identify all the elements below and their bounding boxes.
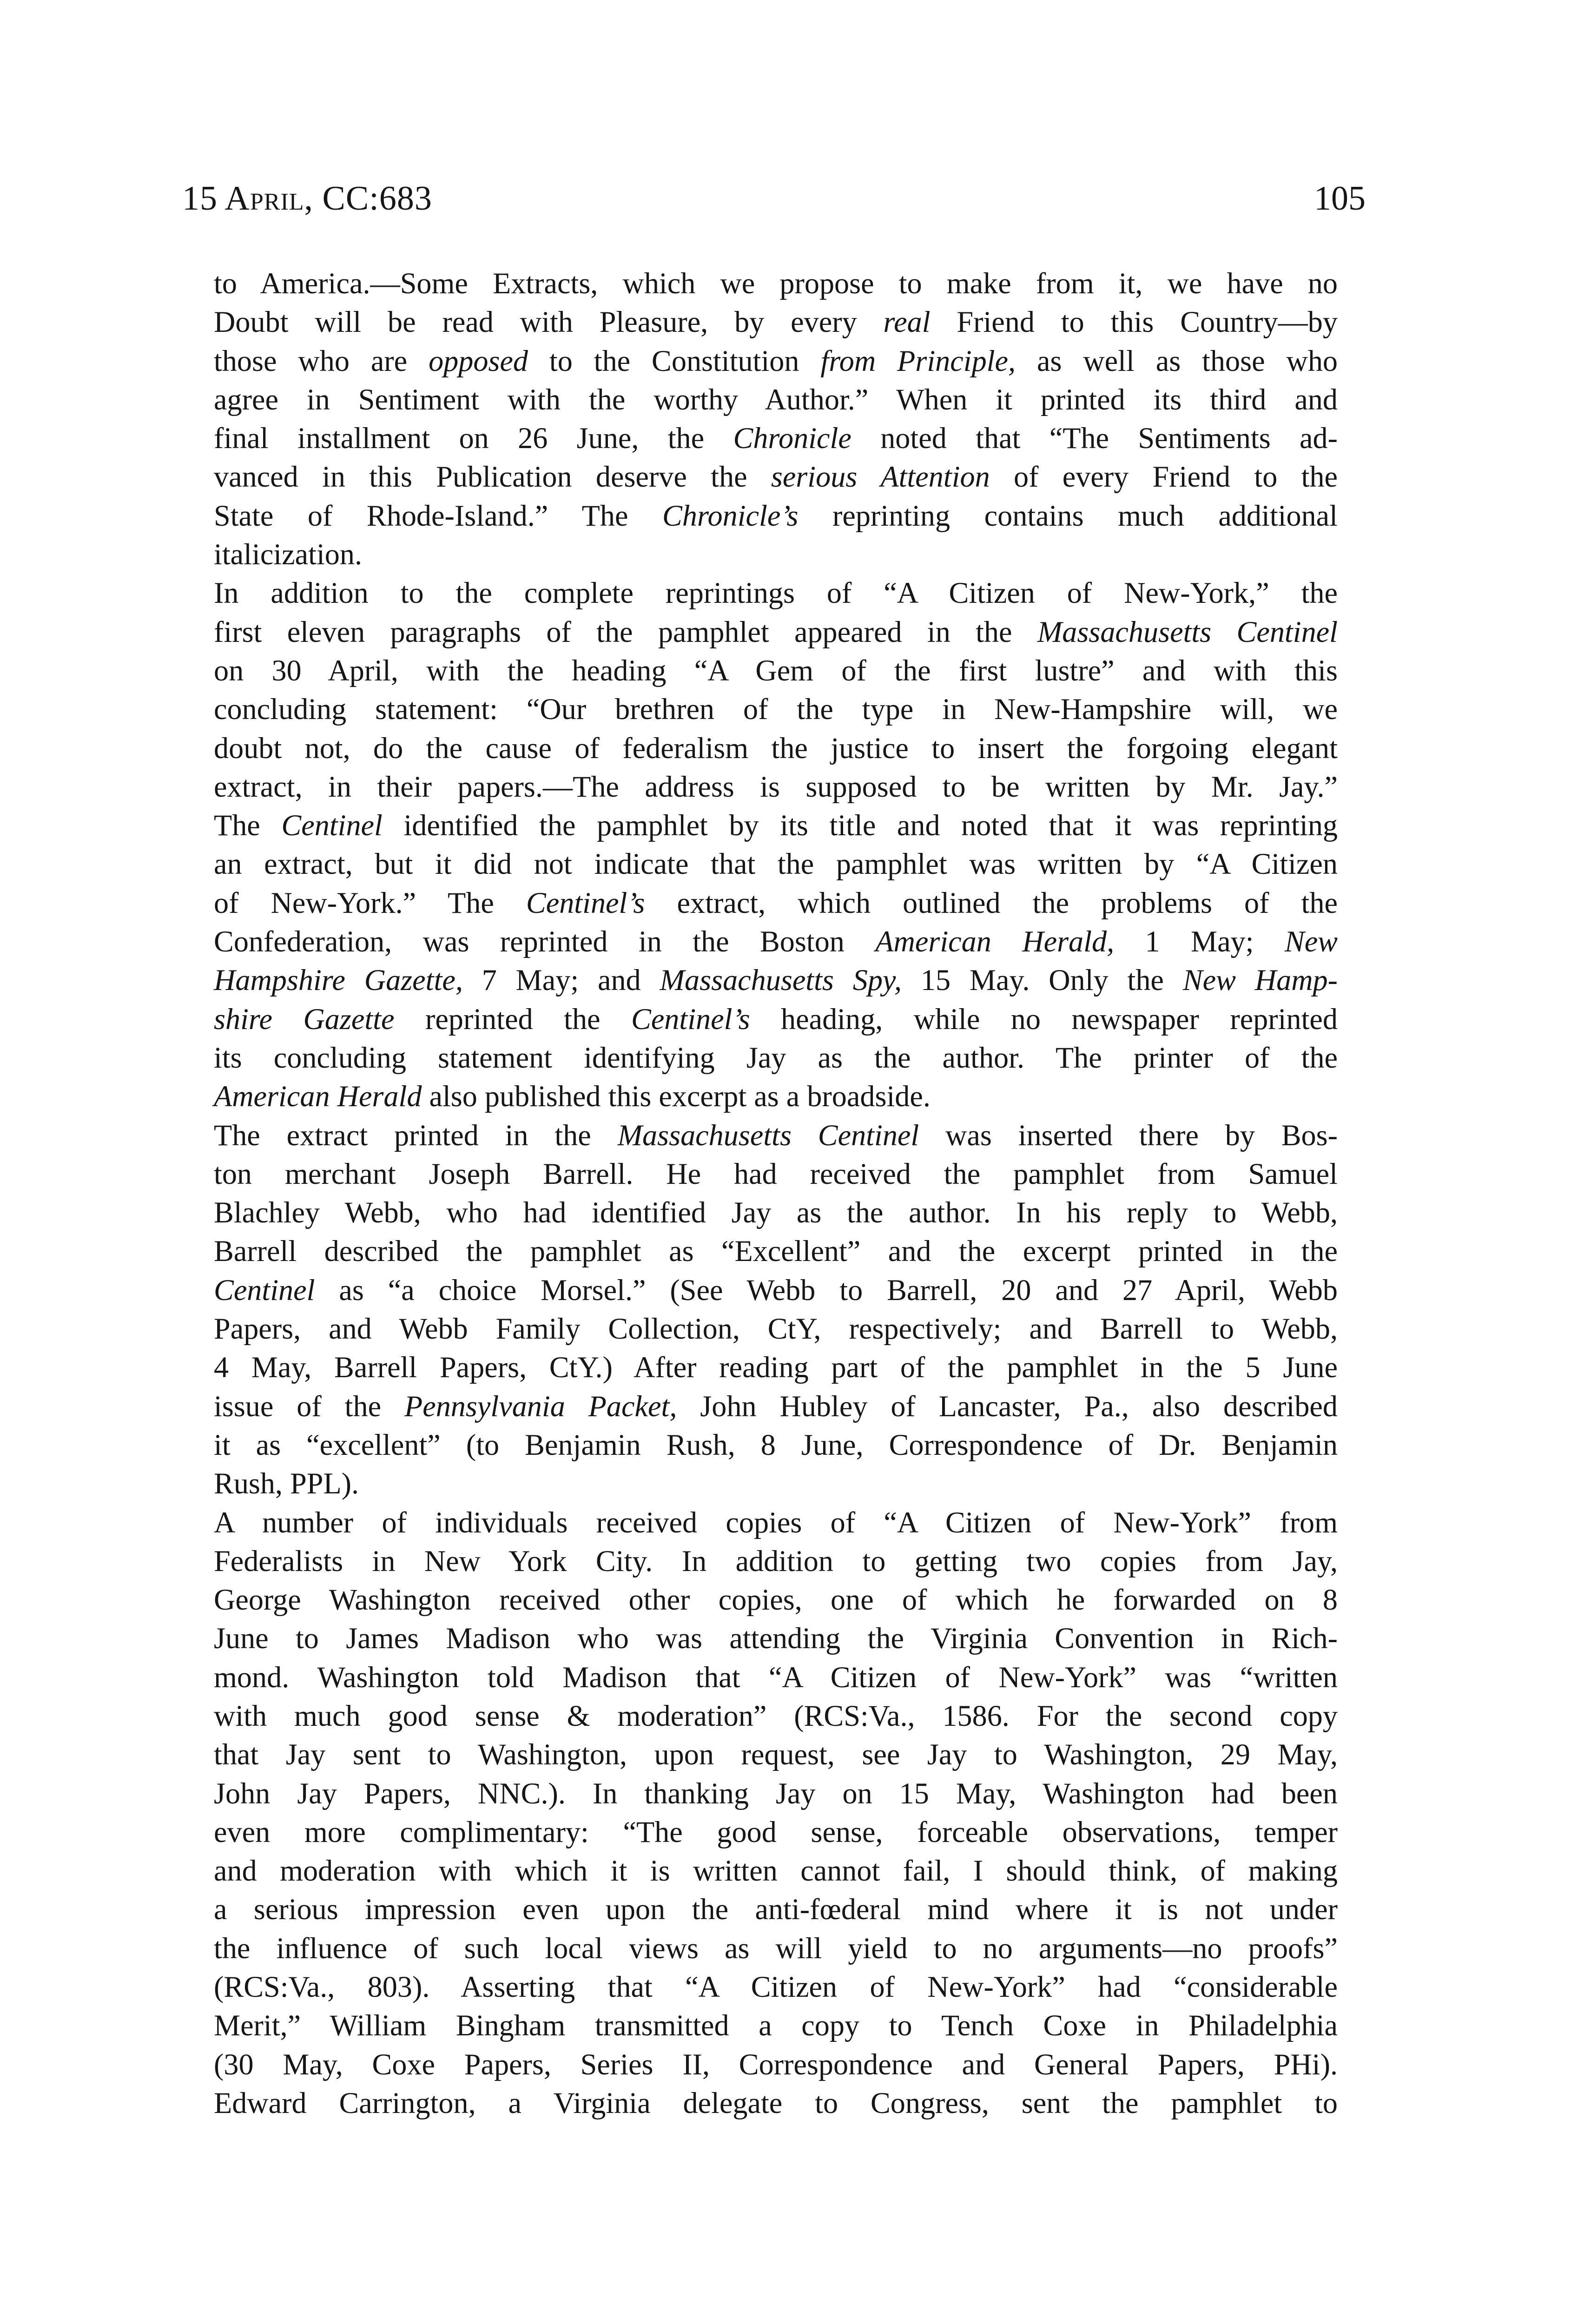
running-head-prefix: 15 A xyxy=(182,179,250,218)
text-span: to America.—Some Extracts, which we propose to make from it, we have no xyxy=(214,267,1338,300)
text-span: and moderation with which it is written cannot fail, I should think, of making xyxy=(214,1854,1338,1888)
text-line xyxy=(214,961,1338,999)
text-span: Confederation, was reprinted in the Boston xyxy=(214,925,876,958)
italic-span: Centinel’s xyxy=(631,1002,750,1036)
text-line xyxy=(214,1271,1338,1309)
paragraph xyxy=(214,574,1338,1116)
text-span: (RCS:Va., 803). Asserting that “A Citizen of New-York” had “considerable xyxy=(214,1970,1338,2004)
text-span: heading, while no newspaper reprinted xyxy=(750,1002,1338,1036)
italic-span: Massachusetts Spy, xyxy=(660,964,902,997)
text-span: italicization. xyxy=(214,538,363,571)
text-span: reprinting contains much additional xyxy=(798,499,1338,532)
text-span: as well as those who xyxy=(1016,344,1338,377)
text-span: on 30 April, with the heading “A Gem of the first lustre” and with this xyxy=(214,654,1338,687)
text-line xyxy=(214,1735,1338,1774)
text-line xyxy=(214,845,1338,883)
text-line xyxy=(214,496,1338,535)
text-line xyxy=(214,1193,1338,1232)
text-line xyxy=(214,1387,1338,1426)
text-line xyxy=(214,1464,1338,1503)
italic-span: Pennsylvania Packet, xyxy=(404,1389,677,1423)
text-line xyxy=(214,729,1338,767)
text-span: first eleven paragraphs of the pamphlet appeared in the xyxy=(214,615,1037,648)
text-span: vanced in this Publication deserve the xyxy=(214,460,771,494)
italic-span: Centinel’s xyxy=(526,886,645,919)
text-span: extract, in their papers.—The address is supposed to be written by Mr. Jay.” xyxy=(214,770,1338,803)
italic-span: American Herald, xyxy=(875,925,1115,958)
italic-span: real xyxy=(883,305,931,339)
text-line xyxy=(214,1542,1338,1580)
text-span: George Washington received other copies, one of which he forwarded on 8 xyxy=(214,1583,1338,1617)
italic-span: Centinel xyxy=(214,1273,315,1307)
text-span: noted that “The Sentiments ad- xyxy=(851,422,1338,455)
text-line xyxy=(214,1851,1338,1890)
text-span: 15 May. Only the xyxy=(902,964,1183,997)
text-span: 7 May; and xyxy=(462,964,660,997)
page-number: 105 xyxy=(1314,179,1366,218)
text-line xyxy=(214,535,1338,574)
italic-span: opposed xyxy=(429,344,528,377)
text-span: Doubt will be read with Pleasure, by every xyxy=(214,305,884,339)
text-span: The xyxy=(214,809,282,842)
text-line xyxy=(214,922,1338,961)
text-span: it as “excellent” (to Benjamin Rush, 8 June, Correspondence of Dr. Benjamin xyxy=(214,1428,1338,1461)
italic-span: Chronicle xyxy=(733,422,851,455)
text-span: A number of individuals received copies of “A Citizen of New-York” from xyxy=(214,1505,1338,1539)
italic-span: shire Gazette xyxy=(214,1002,395,1036)
text-span: was inserted there by Bos- xyxy=(919,1118,1338,1152)
text-line xyxy=(214,2006,1338,2045)
text-span: June to James Madison who was attending the Virginia Convention in Rich- xyxy=(214,1622,1338,1655)
italic-span: Hampshire Gazette, xyxy=(214,964,463,997)
text-line xyxy=(214,1116,1338,1155)
text-span: the influence of such local views as will yield to no arguments—no proofs” xyxy=(214,1931,1338,1965)
text-line xyxy=(214,1774,1338,1813)
text-span: Barrell described the pamphlet as “Excellent” and the excerpt printed in the xyxy=(214,1235,1338,1268)
italic-span: Chronicle’s xyxy=(662,499,799,532)
text-span: State of Rhode-Island.” The xyxy=(214,499,663,532)
text-line xyxy=(214,419,1338,457)
running-head xyxy=(182,173,1366,224)
text-line xyxy=(214,1929,1338,1967)
text-line xyxy=(214,380,1338,419)
text-line xyxy=(214,613,1338,651)
text-line xyxy=(214,303,1338,341)
text-span: that Jay sent to Washington, upon request, see Jay to Washington, 29 May, xyxy=(214,1738,1338,1771)
paragraph xyxy=(214,264,1338,574)
running-head-date-doc xyxy=(182,173,432,224)
text-line xyxy=(214,1077,1338,1116)
text-span: Edward Carrington, a Virginia delegate to Congress, sent the pamphlet to xyxy=(214,2086,1338,2119)
text-line xyxy=(214,690,1338,728)
text-line xyxy=(214,1813,1338,1851)
italic-span: American Herald xyxy=(214,1080,422,1113)
text-line xyxy=(214,574,1338,612)
text-span: mond. Washington told Madison that “A Citizen of New-York” was “written xyxy=(214,1660,1338,1694)
text-span: Blachley Webb, who had identified Jay as the author. In his reply to Webb, xyxy=(214,1196,1338,1229)
text-span: a serious impression even upon the anti-fœderal mind where it is not under xyxy=(214,1893,1338,1926)
text-span: those who are xyxy=(214,344,429,377)
text-span: Rush, PPL). xyxy=(214,1467,359,1500)
text-line xyxy=(214,806,1338,845)
text-span: (30 May, Coxe Papers, Series II, Correspondence and General Papers, PHi). xyxy=(214,2047,1338,2081)
text-line xyxy=(214,264,1338,303)
italic-span: Centinel xyxy=(281,809,383,842)
text-line xyxy=(214,2045,1338,2084)
paragraph xyxy=(214,1116,1338,1503)
text-line xyxy=(214,342,1338,380)
text-line xyxy=(214,1038,1338,1077)
text-span: doubt not, do the cause of federalism the justice to insert the forgoing elegant xyxy=(214,731,1338,765)
italic-span: Massachusetts Centinel xyxy=(617,1118,919,1152)
text-span: John Hubley of Lancaster, Pa., also described xyxy=(677,1389,1338,1423)
text-span: concluding statement: “Our brethren of the type in New-Hampshire will, we xyxy=(214,693,1338,726)
text-span: Papers, and Webb Family Collection, CtY, respectively; and Barrell to Webb, xyxy=(214,1312,1338,1346)
text-line xyxy=(214,2084,1338,2122)
text-line xyxy=(214,1426,1338,1464)
text-span: 1 May; xyxy=(1114,925,1285,958)
text-span: final installment on 26 June, the xyxy=(214,422,733,455)
text-line xyxy=(214,1619,1338,1657)
italic-span: serious Attention xyxy=(771,460,990,494)
text-line xyxy=(214,1890,1338,1928)
italic-span: New xyxy=(1284,925,1338,958)
text-line xyxy=(214,767,1338,806)
text-span: Merit,” William Bingham transmitted a copy to Tench Coxe in Philadelphia xyxy=(214,2009,1338,2042)
text-line xyxy=(214,1000,1338,1038)
text-span: its concluding statement identifying Jay as the author. The printer of the xyxy=(214,1041,1338,1074)
text-span: issue of the xyxy=(214,1389,405,1423)
text-span: even more complimentary: “The good sense, forceable observations, temper xyxy=(214,1815,1338,1849)
text-span: as “a choice Morsel.” (See Webb to Barrell, 20 and 27 April, Webb xyxy=(315,1273,1338,1307)
text-span: extract, which outlined the problems of the xyxy=(645,886,1338,919)
text-line xyxy=(214,1155,1338,1193)
italic-span: New Hamp- xyxy=(1182,964,1338,997)
text-span: of New-York.” The xyxy=(214,886,526,919)
text-span: Federalists in New York City. In addition to getting two copies from Jay, xyxy=(214,1544,1338,1578)
text-span: also published this excerpt as a broadside. xyxy=(422,1080,931,1113)
italic-span: from Principle, xyxy=(820,344,1016,377)
text-line xyxy=(214,1348,1338,1386)
text-span: The extract printed in the xyxy=(214,1118,618,1152)
text-span: agree in Sentiment with the worthy Author.” When it printed its third and xyxy=(214,383,1338,416)
text-span: to the Constitution xyxy=(528,344,821,377)
text-span: reprinted the xyxy=(394,1002,631,1036)
text-line xyxy=(214,651,1338,690)
text-span: ton merchant Joseph Barrell. He had received the pamphlet from Samuel xyxy=(214,1157,1338,1190)
text-line xyxy=(214,1658,1338,1697)
text-span: of every Friend to the xyxy=(990,460,1338,494)
text-line xyxy=(214,884,1338,922)
text-line xyxy=(214,1697,1338,1735)
text-line xyxy=(214,457,1338,496)
text-line xyxy=(214,1232,1338,1270)
text-line xyxy=(214,1967,1338,2006)
body-text xyxy=(214,264,1338,2122)
text-line xyxy=(214,1503,1338,1542)
text-line xyxy=(214,1309,1338,1348)
running-head-suffix: , CC:683 xyxy=(304,179,432,218)
text-line xyxy=(214,1580,1338,1619)
text-span: with much good sense & moderation” (RCS:Va., 1586. For the second copy xyxy=(214,1699,1338,1732)
text-span: 4 May, Barrell Papers, CtY.) After reading part of the pamphlet in the 5 June xyxy=(214,1351,1338,1384)
text-span: an extract, but it did not indicate that the pamphlet was written by “A Citizen xyxy=(214,847,1338,881)
text-span: John Jay Papers, NNC.). In thanking Jay on 15 May, Washington had been xyxy=(214,1776,1338,1810)
running-head-small-caps: pril xyxy=(250,179,304,218)
italic-span: Massachusetts Centinel xyxy=(1037,615,1338,648)
text-span: In addition to the complete reprintings of “A Citizen of New-York,” the xyxy=(214,576,1338,610)
paragraph xyxy=(214,1503,1338,2123)
text-span: Friend to this Country—by xyxy=(930,305,1338,339)
text-span: identified the pamphlet by its title and noted that it was reprinting xyxy=(382,809,1338,842)
